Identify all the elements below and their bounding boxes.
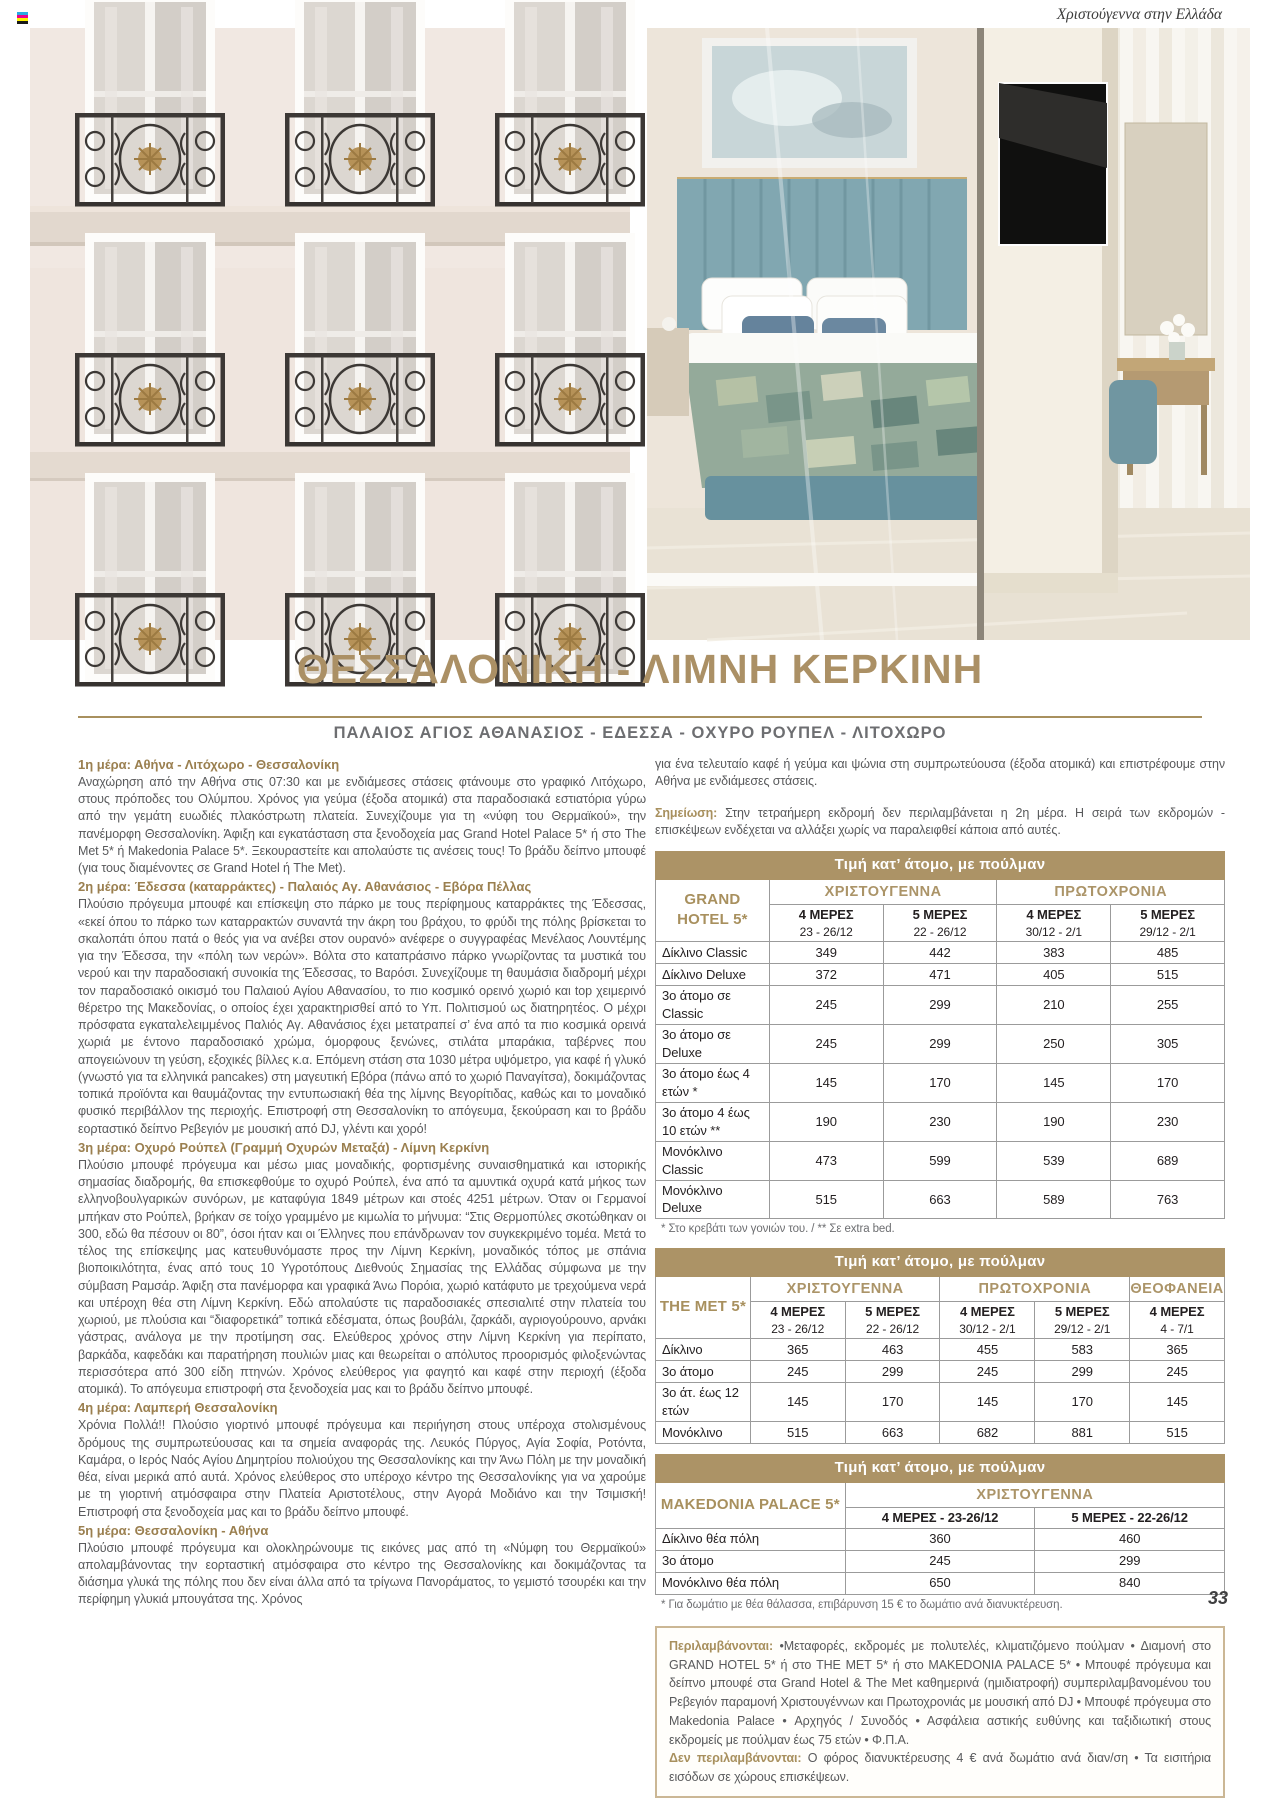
column-header: [845, 1508, 1035, 1529]
registration-mark-icon: [17, 12, 28, 24]
page-title: ΘΕΣΣΑΛΟΝΙΚΗ - ΛΙΜΝΗ ΚΕΡΚΙΝΗ: [296, 646, 984, 692]
day-5-heading: 5η μέρα: Θεσσαλονίκη - Αθήνα: [78, 1522, 269, 1538]
price-table: [655, 1248, 1225, 1444]
hotel-name-cell: MAKEDONIA PALACE 5*: [656, 1483, 846, 1529]
price-value: 230: [1111, 1102, 1225, 1141]
not-included-label: Δεν περιλαμβάνονται:: [669, 1751, 808, 1766]
room-type-label: Μονόκλινο Deluxe: [656, 1180, 770, 1219]
price-row: [656, 1141, 1225, 1180]
column-header: [769, 904, 883, 941]
price-row: [656, 1361, 1225, 1383]
price-row: [656, 1572, 1225, 1594]
room-type-label: Δίκλινο Classic: [656, 942, 770, 964]
column-duration: 4 ΜΕΡΕΣ: [798, 906, 854, 922]
column-dates: 30/12 - 2/1: [959, 1321, 1016, 1336]
included-text: •Μεταφορές, εκδρομές με πολυτελές, κλιματιζόμενο πούλμαν • Διαμονή στο GRAND HOTEL 5* ή στο THE MET 5* ή στο MAKEDONIA PALACE 5* • Μπουφέ πρόγευμα και δείπνο μπουφέ στα Grand Hotel & The Met καθημερινά (ημιδιατροφή) συμπεριλαμβανομένου του Ρεβεγιόν παραμονή Χριστουγέννων και Πρωτοχρονιάς με μουσική από DJ • Μπουφέ πρόγευμα στο Makedonia Palace • Αρχηγός / Συνοδός • Ασφάλεια αστικής ευθύνης και ταξιδιωτική στους εκδρομείς με πούλμαν έως 75 ετών • Φ.Π.Α.: [669, 1638, 1211, 1747]
room-type-label: 3ο άτομο σε Deluxe: [656, 1025, 770, 1064]
room-type-label: Μονόκλινο Classic: [656, 1141, 770, 1180]
room-type-label: 3ο άτομο 4 έως 10 ετών **: [656, 1102, 770, 1141]
page-number: 33: [1207, 1588, 1228, 1608]
day-4-heading: 4η μέρα: Λαμπερή Θεσσαλονίκη: [78, 1400, 278, 1416]
hotel-facade-illustration: [30, 28, 630, 640]
price-row: [656, 1383, 1225, 1422]
period-group-header: ΧΡΙΣΤΟΥΓΕΝΝΑ: [769, 879, 997, 904]
room-type-label: 3ο άτ. έως 12 ετών: [656, 1383, 751, 1422]
price-value: 515: [769, 1180, 883, 1219]
price-value: 463: [845, 1339, 940, 1361]
price-value: 245: [769, 1025, 883, 1064]
price-value: 365: [1130, 1339, 1225, 1361]
price-value: 650: [845, 1572, 1035, 1594]
price-value: 485: [1111, 942, 1225, 964]
price-row: [656, 1180, 1225, 1219]
price-value: 305: [1111, 1025, 1225, 1064]
price-value: 881: [1035, 1422, 1130, 1444]
hotel-room-image: [647, 28, 1250, 640]
price-value: 442: [883, 942, 997, 964]
room-type-label: 3ο άτομο έως 4 ετών *: [656, 1063, 770, 1102]
price-value: 515: [1111, 964, 1225, 986]
price-value: 255: [1111, 986, 1225, 1025]
room-type-label: Δίκλινο: [656, 1339, 751, 1361]
price-row: [656, 1063, 1225, 1102]
column-dates: 4 - 7/1: [1160, 1321, 1194, 1336]
room-type-label: 3ο άτομο: [656, 1361, 751, 1383]
price-table-makedonia-palace: [655, 1454, 1225, 1613]
period-group-header: ΘΕΟΦΑΝΕΙΑ: [1130, 1276, 1225, 1301]
price-value: 190: [997, 1102, 1111, 1141]
column-duration: 4 ΜΕΡΕΣ: [770, 1303, 826, 1319]
price-row: [656, 1550, 1225, 1572]
table-footnote: * Στο κρεβάτι των γονιών του. / ** Σε extra bed.: [661, 1223, 895, 1236]
hotel-room-illustration: [647, 28, 1250, 640]
price-table: [655, 851, 1225, 1219]
period-group-header: ΧΡΙΣΤΟΥΓΕΝΝΑ: [845, 1483, 1224, 1508]
price-value: 170: [1111, 1063, 1225, 1102]
column-duration: 5 ΜΕΡΕΣ: [865, 1303, 920, 1319]
price-value: 145: [750, 1383, 845, 1422]
column-duration: 4 ΜΕΡΕΣ: [960, 1303, 1015, 1319]
column-dates: 30/12 - 2/1: [1025, 924, 1082, 939]
price-value: 170: [845, 1383, 940, 1422]
running-header: Χριστούγεννα στην Ελλάδα: [1056, 6, 1222, 23]
day-5-body: Πλούσιο μπουφέ πρόγευμα και ολοκληρώνουμε τις εικόνες μας από τη «Νύμφη του Θερμαϊκού» απολαμβάνοντας την εορταστική ατμόσφαιρα στο κέντρο της Θεσσαλονίκης και δοκιμάζοντας τα διάσημα γλυκά της πόλης που δεν είναι άλλα από τα τρίγωνα Πανοράματος, το γεμιστό τσουρέκι και την περίφημη γλυκιά μπουγάτσα της. Χρόνος: [78, 1540, 646, 1607]
price-value: 299: [883, 1025, 997, 1064]
price-value: 663: [845, 1422, 940, 1444]
column-dates: 22 - 26/12: [913, 924, 967, 939]
price-value: 145: [940, 1383, 1035, 1422]
room-type-label: 3ο άτομο σε Classic: [656, 986, 770, 1025]
price-table-grand-hotel: [655, 851, 1225, 1238]
price-row: [656, 1025, 1225, 1064]
room-type-label: 3ο άτομο: [656, 1550, 846, 1572]
column-dates: 29/12 - 2/1: [1139, 924, 1196, 939]
price-value: 663: [883, 1180, 997, 1219]
column-duration: 5 ΜΕΡΕΣ - 22-26/12: [1071, 1510, 1188, 1526]
price-value: 515: [1130, 1422, 1225, 1444]
price-value: 145: [769, 1063, 883, 1102]
price-row: [656, 1422, 1225, 1444]
price-value: 170: [883, 1063, 997, 1102]
column-header: [1035, 1301, 1130, 1338]
price-value: 299: [883, 986, 997, 1025]
price-row: [656, 1339, 1225, 1361]
price-value: 145: [1130, 1383, 1225, 1422]
hotel-name-cell: GRAND HOTEL 5*: [656, 879, 770, 941]
column-dates: 23 - 26/12: [799, 924, 853, 939]
table-band-title: Τιμή κατ’ άτομο, με πούλμαν: [656, 1455, 1225, 1483]
price-value: 170: [1035, 1383, 1130, 1422]
hotel-name-cell: THE MET 5*: [656, 1276, 751, 1338]
inclusions-box: [655, 1626, 1225, 1798]
price-value: 245: [750, 1361, 845, 1383]
price-value: 515: [750, 1422, 845, 1444]
table-band-title: Τιμή κατ’ άτομο, με πούλμαν: [656, 1249, 1225, 1277]
price-value: 689: [1111, 1141, 1225, 1180]
itinerary-continuation: για ένα τελευταίο καφέ ή γεύμα και ψώνια στη συμπρωτεύουσα (έξοδα ατομικά) και επιστρέφουμε στην Αθήνα με ενδιάμεσες στάσεις.: [655, 757, 1225, 789]
column-header: [997, 904, 1111, 941]
price-value: 460: [1035, 1528, 1225, 1550]
price-value: 299: [845, 1361, 940, 1383]
column-duration: 4 ΜΕΡΕΣ: [1149, 1303, 1205, 1319]
itinerary-column: [78, 756, 646, 1612]
day-1-heading: 1η μέρα: Αθήνα - Λιτόχωρο - Θεσσαλονίκη: [78, 757, 340, 772]
note-label: Σημείωση:: [655, 805, 718, 820]
price-value: 383: [997, 942, 1111, 964]
pricing-column: [655, 756, 1225, 1798]
price-value: 372: [769, 964, 883, 986]
price-value: 210: [997, 986, 1111, 1025]
price-value: 599: [883, 1141, 997, 1180]
note-paragraph: [655, 805, 1225, 840]
price-table-the-met: [655, 1248, 1225, 1444]
page-subtitle: ΠΑΛΑΙΟΣ ΑΓΙΟΣ ΑΘΑΝΑΣΙΟΣ - ΕΔΕΣΣΑ - ΟΧΥΡΟ ΡΟΥΠΕΛ - ΛΙΤΟΧΩΡΟ: [333, 724, 947, 742]
column-duration: 5 ΜΕΡΕΣ: [1054, 1303, 1110, 1319]
price-row: [656, 1102, 1225, 1141]
price-value: 245: [769, 986, 883, 1025]
period-group-header: ΧΡΙΣΤΟΥΓΕΝΝΑ: [750, 1276, 940, 1301]
price-value: 840: [1035, 1572, 1225, 1594]
note-text: Στην τετραήμερη εκδρομή δεν περιλαμβάνεται η 2η μέρα. Η σειρά των εκδρομών - επισκέψεων ενδέχεται να αλλάξει χωρίς να παραλειφθεί κάποια από αυτές.: [655, 805, 1225, 837]
column-duration: 5 ΜΕΡΕΣ: [912, 906, 968, 922]
price-value: 471: [883, 964, 997, 986]
column-header: [883, 904, 997, 941]
room-type-label: Δίκλινο θέα πόλη: [656, 1528, 846, 1550]
price-row: [656, 1528, 1225, 1550]
included-paragraph: [669, 1637, 1211, 1750]
included-label: Περιλαμβάνονται:: [669, 1638, 780, 1653]
price-value: 473: [769, 1141, 883, 1180]
column-header: [1111, 904, 1225, 941]
period-group-header: ΠΡΩΤΟΧΡΟΝΙΑ: [997, 879, 1225, 904]
price-value: 145: [997, 1063, 1111, 1102]
price-value: 299: [1035, 1550, 1225, 1572]
column-header: [1035, 1508, 1225, 1529]
price-value: 245: [940, 1361, 1035, 1383]
not-included-text: Ο φόρος διανυκτέρευσης 4 € ανά δωμάτιο ανά διαν/ση • Τα εισιτήρια εισόδων σε χώρους επισκέψεων.: [669, 1751, 1211, 1785]
price-value: 405: [997, 964, 1111, 986]
column-header: [1130, 1301, 1225, 1338]
price-value: 539: [997, 1141, 1111, 1180]
title-divider: [78, 716, 1202, 718]
room-type-label: Μονόκλινο θέα πόλη: [656, 1572, 846, 1594]
table-band-title: Τιμή κατ’ άτομο, με πούλμαν: [656, 852, 1225, 880]
price-value: 349: [769, 942, 883, 964]
price-value: 365: [750, 1339, 845, 1361]
period-group-header: ΠΡΩΤΟΧΡΟΝΙΑ: [940, 1276, 1130, 1301]
price-value: 589: [997, 1180, 1111, 1219]
column-header: [845, 1301, 940, 1338]
price-value: 230: [883, 1102, 997, 1141]
price-row: [656, 964, 1225, 986]
price-value: 299: [1035, 1361, 1130, 1383]
day-3-heading: 3η μέρα: Οχυρό Ρούπελ (Γραμμή Οχυρών Μεταξά) - Λίμνη Κερκίνη: [78, 1139, 490, 1155]
column-duration: 4 ΜΕΡΕΣ: [1026, 906, 1082, 922]
column-header: [750, 1301, 845, 1338]
price-value: 682: [940, 1422, 1035, 1444]
price-value: 245: [1130, 1361, 1225, 1383]
column-dates: 29/12 - 2/1: [1054, 1321, 1111, 1336]
price-value: 360: [845, 1528, 1035, 1550]
column-dates: 22 - 26/12: [866, 1321, 920, 1336]
price-value: 250: [997, 1025, 1111, 1064]
day-2-body: Πλούσιο πρόγευμα μπουφέ και επίσκεψη στο πάρκο με τους περίφημους καταρράκτες της Έδεσσας, «εκεί όπου το πάρκο των καταρρακτών συναντά την άκρη του βράχου, το φρύδι της πόλης βρίσκεται το σκαλοπάτι όπου πατά ο θεός για να ανέβει στον ουρανό» ανέφερε ο συγγραφέας Μενέλαος Λουντέμης για την Έδεσσα, την «πόλη των νερών». Βόλτα στο καταπράσινο πάρκο γνωρίζοντας τα μυστικά του νερού και την παραδοσιακή συνοικία της Έδεσσας, το Βαρόσι. Συνεχίζουμε τη θαυμάσια διαδρομή μέχρι τον παραδοσιακό οικισμό του Παλαιού Αγίου Αθανασίου, το πιο κοσμικό ορεινό χωριό και top χειμερινό θέρετρο της Μακεδονίας, ο οποίος έχει χαρακτηρισθεί από το Υπ. Πολιτισμού ως διατηρητέος. Ο μέχρι πρόσφατα εγκαταλελειμμένος Παλιός Αγ. Αθανάσιος έχει μετατραπεί σ’ ένα από τα πιο κοσμικά ορεινά χωριά με έντονο παραδοσιακό χρώμα, όμορφους ξενώνες, στιλάτα μπαράκια, ταβέρνες που απογειώνουν τη γεύση, εξοχικές βίλλες κ.α. Επόμενη στάση στα 1030 μέτρα υψόμετρο, για καφέ ή γλυκό (γνωστό για τα ελληνικά pancakes) στη μαγευτική Εβόρα (πάνω από το χωριό Παναγίτσα), δοκιμάζοντας τοπικά προϊόντα και θαυμάζοντας την εντυπωσιακή θέα της λίμνης Βεγορίτιδας, καθώς και το μοναδικό φυσικό περιβάλλον της περιοχής. Επιστροφή στη Θεσσαλονίκη το απόγευμα, ξεκούραση και το βράδυ εορταστικό δείπνο Ρεβεγιόν με μουσική από DJ, γλέντι και χορό!: [78, 897, 646, 1136]
day-1-body: Αναχώρηση από την Αθήνα στις 07:30 και με ενδιάμεσες στάσεις φτάνουμε στο γραφικό Λιτόχωρο, στους πρόποδες του Ολύμπου. Χρόνος για γεύμα (έξοδα ατομικά) στα παραδοσιακά εστιατόρια γύρω από την γεμάτη ευωδιές πλακόστρωτη πλατεία. Συνεχίζουμε για τη «νύφη του Θερμαϊκού», την πανέμορφη Θεσσαλονίκη. Άφιξη και εγκατάσταση στα ξενοδοχεία μας Grand Hotel Palace 5* ή στο The Met 5* ή Makedonia Palace 5*. Ξεκουραστείτε και απολαύστε τις ανέσεις τους! Το βράδυ δείπνο μπουφέ (για τους διαμένοντες σε Grand Hotel ή The Met).: [78, 774, 646, 876]
day-4-body: Χρόνια Πολλά!! Πλούσιο γιορτινό μπουφέ πρόγευμα και περιήγηση στους υπέροχα στολισμένους δρόμους της συμπρωτεύουσας και τα σημεία αναφοράς της. Λευκός Πύργος, Αγία Σοφία, Ροτόντα, Καμάρα, ο Ιερός Ναός Αγίου Δημητρίου πολιούχου της Θεσσαλονίκης και την Άνω Πόλη με την μοναδική θέα, είναι μερικά από αυτά. Χρόνος ελεύθερος στο υπέροχο κέντρο της Θεσσαλονίκης για να χαρούμε με τη γιορτινή ατμόσφαιρα στην Πλατεία Αριστοτέλους, στην Αγορά Μοδιάνο και την Τσιμισκή! Επιστροφή στα ξενοδοχεία μας και το βράδυ δείπνο μπουφέ.: [78, 1418, 646, 1519]
column-duration: 4 ΜΕΡΕΣ - 23-26/12: [881, 1510, 999, 1526]
price-value: 583: [1035, 1339, 1130, 1361]
price-table: [655, 1454, 1225, 1595]
table-footnote: * Για δωμάτιο με θέα θάλασσα, επιβάρυνση 15 € το δωμάτιο ανά διανυκτέρευση.: [661, 1598, 1063, 1611]
day-3-body: Πλούσιο μπουφέ πρόγευμα και μέσω μιας μοναδικής, φορτισμένης συναισθηματικά και ιστορικής σημασίας διαδρομής, θα επισκεφθούμε το οχυρό Ρούπελ, ένα από τα αμυντικά οχυρά κατά μήκος των ελληνοβουλγαρικών συνόρων, με καταφύγια 1849 μέτρων και στοές 4251 μέτρων. Όταν οι Γερμανοί μπήκαν στο Ρούπελ, βρήκαν σε τοίχο γραμμένο με κιμωλία το μήνυμα: “Στις Θερμοπύλες σκοτώθηκαν οι 300, εδώ θα πέσουν οι 80”, όσοι ήταν και οι Έλληνες που επάνδρωναν τον συγκεκριμένο τομέα. Μετά το τέλος της επίσκεψης μας κατευθυνόμαστε προς την Λίμνη Κερκίνη, μοναδικός τόπος με σπάνια βιοποικιλότητα, ένας από τους 10 Υγροτόπους Διεθνούς Σημασίας της Ελλάδας σύμφωνα με την σύμβαση Ραμσάρ. Άφιξη στα πανέμορφα και γραφικά Άνω Πορόια, χωριό κατάφυτο με τρεχούμενα νερά και υπέροχη θέα στη Λίμνη Κερκίνη. Εδώ απολαύστε τις παραδοσιακές σπεσιαλιτέ στην πλατεία του χωριού, με πλούσια και “διαφορετικά” τοπικά εδέσματα, όπως βουβάλι, ζαρκάδι, αγριογούρουνο, αρνάκι γάστρας, ανάλογα με την προτίμηση σας. Ελεύθερος χρόνος στην Λίμνη Κερκίνη για περίπατο, βαρκάδα, καφεδάκι και παρατήρηση πουλιών μιας και θεωρείται ο απόλυτος προορισμός φιλοξενώντας περισσότερα από 300 είδη πτηνών. Χρόνος ελεύθερος για φαγητό και καφέ στην περιοχή (έξοδα ατομικά). Το απόγευμα επιστροφή στα ξενοδοχεία μας και το βράδυ δείπνο μπουφέ.: [78, 1157, 646, 1397]
room-type-label: Μονόκλινο: [656, 1422, 751, 1444]
column-dates: 23 - 26/12: [771, 1321, 825, 1336]
price-row: [656, 986, 1225, 1025]
day-2-heading: 2η μέρα: Έδεσσα (καταρράκτες) - Παλαιός Αγ. Αθανάσιος - Εβόρα Πέλλας: [78, 879, 532, 895]
not-included-paragraph: [669, 1749, 1211, 1787]
room-type-label: Δίκλινο Deluxe: [656, 964, 770, 986]
price-value: 455: [940, 1339, 1035, 1361]
hotel-facade-image: [30, 28, 630, 640]
column-header: [940, 1301, 1035, 1338]
price-value: 190: [769, 1102, 883, 1141]
column-duration: 5 ΜΕΡΕΣ: [1140, 906, 1195, 922]
price-value: 763: [1111, 1180, 1225, 1219]
price-row: [656, 942, 1225, 964]
price-value: 245: [845, 1550, 1035, 1572]
